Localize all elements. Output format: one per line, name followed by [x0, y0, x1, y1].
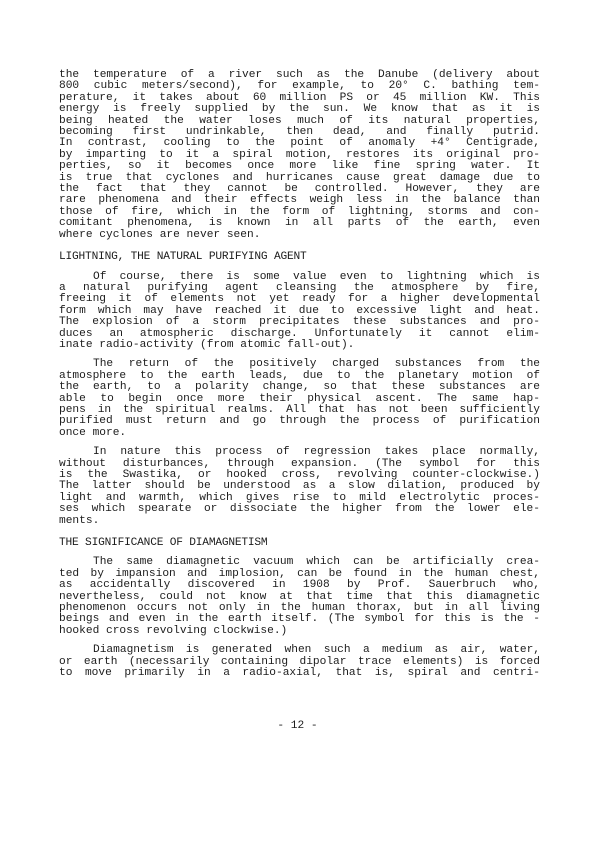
- text-line: In nature this process of regression takes place normally,: [93, 446, 540, 459]
- page-number: - 12 -: [277, 720, 318, 732]
- text-line: able to begin once more their physical ascent. The same hap-: [59, 392, 540, 405]
- text-line: energy is freely supplied by the sun. We know that as it is: [59, 103, 540, 116]
- text-line: In contrast, cooling to the point of anomaly +4° Centigrade,: [59, 137, 540, 150]
- text-line: nevertheless, could not know at that time that this diamagnetic: [59, 590, 540, 603]
- text-line: pens in the spiritual realms. All that has not been sufficiently: [59, 403, 540, 416]
- text-line: The latter should be understood as a slow dilation, produced by: [59, 480, 540, 493]
- text-line: perties, so it becomes once more like fine spring water. It: [59, 160, 540, 173]
- text-line: beings and even in the earth itself. (The symbol for this is the -: [59, 613, 540, 626]
- paragraph-danube: [59, 70, 540, 241]
- text-line: The explosion of a storm precipitates these substances and pro-: [59, 316, 540, 329]
- text-line: is the Swastika, or hooked cross, revolving counter-clockwise.): [59, 469, 540, 481]
- text-line: the fact that they cannot be controlled. However, they are: [59, 183, 540, 196]
- text-line: without disturbances, through expansion. (The symbol for this: [59, 457, 540, 470]
- page-body: [59, 70, 540, 680]
- text-line: comitant phenomena, is known in all parts of the earth, even: [59, 217, 540, 230]
- text-line: form which may have reached it due to excessive light and heat.: [59, 304, 540, 317]
- paragraph-diamagnetism-generated: [59, 645, 540, 679]
- text-line: ses which spearate or dissociate the higher from the lower ele-: [59, 503, 540, 516]
- text-line: hooked cross revolving clockwise.): [59, 624, 288, 637]
- text-line: freeing it of elements not yet ready for a higher developmental: [59, 293, 540, 306]
- text-line: rare phenomena and their effects weigh less in the balance than: [59, 194, 540, 207]
- text-line: by imparting to it a spiral motion, restores its original pro-: [59, 148, 540, 161]
- text-line: 800 cubic meters/second), for example, to 20° C. bathing tem-: [59, 80, 540, 93]
- text-line: the temperature of a river such as the Danube (delivery about: [59, 69, 540, 81]
- text-line: ted by impansion and implosion, can be found in the human chest,: [59, 567, 540, 580]
- text-line: the earth, to a polarity change, so that these substances are: [59, 381, 540, 394]
- text-line: Diamagnetism is generated when such a medium as air, water,: [93, 644, 540, 657]
- text-line: where cyclones are never seen.: [59, 228, 261, 241]
- paragraph-regression: [59, 447, 540, 527]
- text-line: atmosphere to the earth leads, due to the planetary motion of: [59, 369, 540, 382]
- text-line: inate radio-activity (from atomic fall-out).: [59, 338, 355, 351]
- paragraph-return: [59, 359, 540, 439]
- paragraph-diamagnetic-vacuum: [59, 557, 540, 637]
- text-line: being heated the water loses much of its natural properties,: [59, 114, 540, 127]
- text-line: ments.: [59, 514, 100, 527]
- text-line: phenomenon occurs not only in the human thorax, but in all living: [59, 602, 540, 615]
- text-line: becoming first undrinkable, then dead, and finally putrid.: [59, 126, 540, 139]
- text-line: purified must return and go through the process of purification: [59, 415, 540, 428]
- text-line: Of course, there is some value even to lightning which is: [93, 270, 540, 283]
- text-line: or earth (necessarily containing dipolar trace elements) is forced: [59, 655, 540, 668]
- text-line: light and warmth, which gives rise to mild electrolytic proces-: [59, 491, 540, 504]
- section-heading-diamagnetism: THE SIGNIFICANCE OF DIAMAGNETISM: [59, 537, 268, 550]
- text-line: perature, it takes about 60 million PS or 45 million KW. This: [59, 91, 540, 104]
- text-line: duces an atmospheric discharge. Unfortunately it cannot elim-: [59, 327, 540, 340]
- text-line: a natural purifying agent cleansing the atmosphere by fire,: [59, 281, 540, 294]
- text-line: The same diamagnetic vacuum which can be artificially crea-: [93, 556, 540, 569]
- text-line: those of fire, which in the form of lightning, storms and con-: [59, 205, 540, 218]
- text-line: The return of the positively charged substances from the: [93, 358, 540, 371]
- text-line: is true that cyclones and hurricanes cause great damage due to: [59, 171, 540, 184]
- text-line: once more.: [59, 426, 127, 439]
- paragraph-lightning: [59, 272, 540, 352]
- text-line: to move primarily in a radio-axial, that is, spiral and centri-: [59, 667, 540, 680]
- text-line: as accidentally discovered in 1908 by Prof. Sauerbruch who,: [59, 579, 540, 592]
- section-heading-lightning: LIGHTNING, THE NATURAL PURIFYING AGENT: [59, 251, 307, 264]
